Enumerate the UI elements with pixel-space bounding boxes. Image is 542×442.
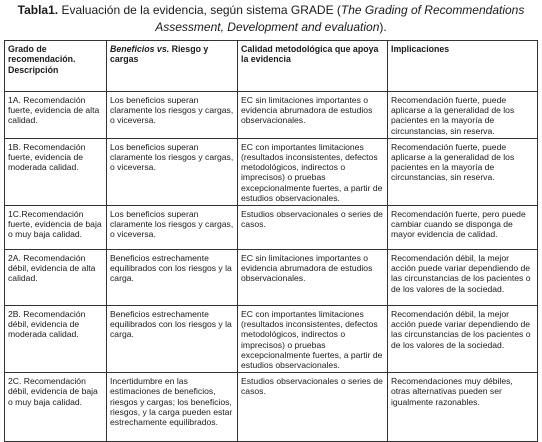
header-implications: Implicaciones [388,41,538,92]
cell-quality: EC con importantes limitaciones (resultados inconsistentes, defectos metodológicos, indirectos o imprecisos) o pruebas excepcionalmente fuertes, a partir de estudios observacionales. [238,138,388,205]
header-benefits-rest: Riesgo y cargas [110,44,209,65]
cell-grade: 1A. Recomendación fuerte, evidencia de alta calidad. [5,92,107,139]
header-benefits [107,41,238,92]
cell-implications: Recomendación fuerte, puede aplicarse a la generalidad de los pacientes en la mayoría de circunstancias, sin reserva. [388,138,538,205]
cell-grade: 2C. Recomendación débil, evidencia de baja o muy baja calidad. [5,373,107,442]
cell-implications: Recomendación fuerte, puede aplicarse a la generalidad de los pacientes en la mayoría de circunstancias, sin reserva. [388,92,538,139]
table-row [5,206,538,250]
cell-quality: Estudios observacionales o series de casos. [238,206,388,250]
caption-italic: The Grading of Recommendations Assessment, Development and evaluation [155,3,525,34]
table-row [5,373,538,442]
table-row [5,250,538,306]
cell-benefits: Beneficios estrechamente equilibrados con los riesgos y la carga. [107,250,238,306]
grade-evidence-table [4,40,538,442]
table-row [5,306,538,373]
cell-benefits: Los beneficios superan claramente los riesgos y cargas, o viceversa. [107,206,238,250]
table-row [5,138,538,205]
cell-quality: EC sin limitaciones importantes o evidencia abrumadora de estudios observacionales. [238,92,388,139]
cell-grade: 2B. Recomendación débil, evidencia de moderada calidad. [5,306,107,373]
cell-quality: EC con importantes limitaciones (resultados inconsistentes, defectos metodológicos, indirectos o imprecisos) o pruebas excepcionalmente fuertes, a partir de estudios observacionales. [238,306,388,373]
table-row [5,92,538,139]
table-caption [0,2,542,36]
caption-end: ). [379,20,387,34]
cell-implications: Recomendación débil, la mejor acción puede variar dependiendo de las circunstancias de los pacientes o de los valores de la sociedad. [388,306,538,373]
cell-grade: 1B. Recomendación fuerte, evidencia de moderada calidad. [5,138,107,205]
cell-quality: Estudios observacionales o series de casos. [238,373,388,442]
caption-text: Evaluación de la evidencia, según sistema GRADE ( [58,3,341,17]
header-grade: Grado de recomendación. Descripción [5,41,107,92]
header-row [5,41,538,92]
cell-benefits: Incertidumbre en las estimaciones de beneficios, riesgos y cargas; los beneficios, riesgos, y la carga pueden estar estrechamente equilibrados. [107,373,238,442]
header-benefits-italic: Beneficios vs. [110,44,170,54]
caption-label: Tabla1. [17,3,59,17]
cell-implications: Recomendación fuerte, pero puede cambiar cuando se disponga de mayor evidencia de calidad. [388,206,538,250]
cell-implications: Recomendaciones muy débiles, otras alternativas pueden ser igualmente razonables. [388,373,538,442]
cell-grade: 2A. Recomendación débil, evidencia de alta calidad. [5,250,107,306]
cell-benefits: Beneficios estrechamente equilibrados con los riesgos y la carga. [107,306,238,373]
cell-benefits: Los beneficios superan claramente los riesgos y cargas, o viceversa. [107,138,238,205]
cell-grade: 1C.Recomendación fuerte, evidencia de baja o muy baja calidad. [5,206,107,250]
cell-quality: EC sin limitaciones importantes o evidencia abrumadora de estudios observacionales. [238,250,388,306]
cell-implications: Recomendación débil, la mejor acción puede variar dependiendo de las circunstancias de los pacientes o de los valores de la sociedad. [388,250,538,306]
cell-benefits: Los beneficios superan claramente los riesgos y cargas, o viceversa. [107,92,238,139]
header-quality: Calidad metodológica que apoya la evidencia [238,41,388,92]
